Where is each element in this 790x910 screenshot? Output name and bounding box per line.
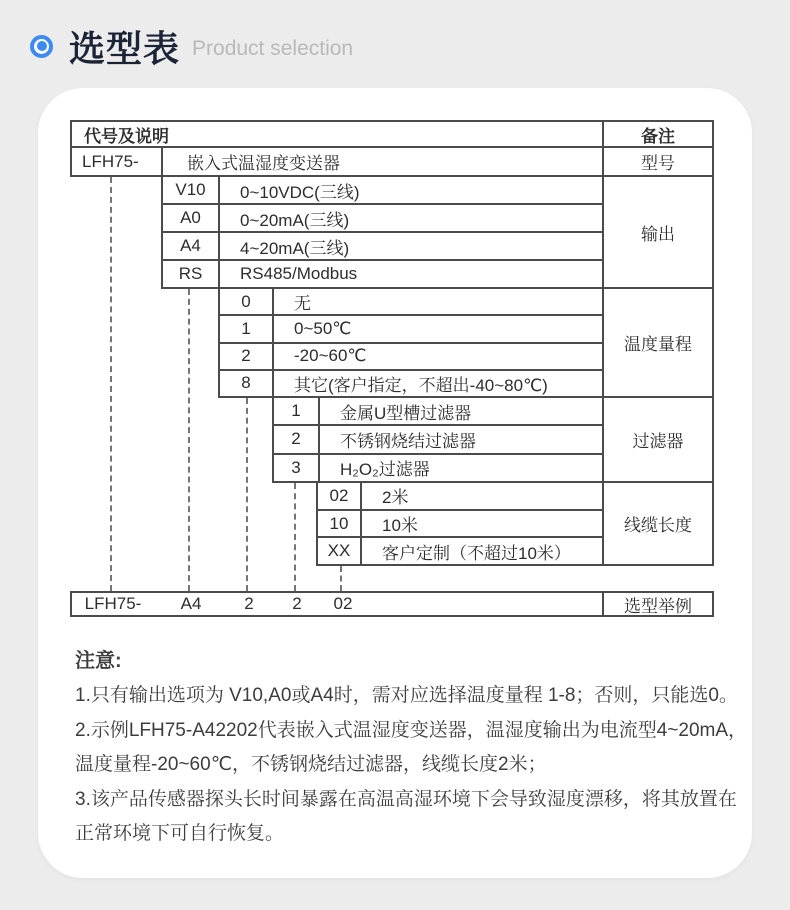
table-row — [220, 369, 602, 396]
table-row — [318, 483, 602, 509]
connector-dashed-line — [294, 483, 296, 591]
temp-code-cell: 0 — [220, 289, 274, 314]
filter-desc-cell: 不锈钢烧结过滤器 — [340, 431, 476, 451]
filter-desc-cell: H₂O₂过滤器 — [340, 460, 430, 480]
output-code-cell: A0 — [163, 205, 220, 231]
example-value: A4 — [180, 594, 202, 613]
notes-section — [75, 644, 748, 852]
connector-dashed-line — [340, 566, 342, 591]
model-code-cell: LFH75- — [70, 146, 163, 177]
table-row — [220, 342, 602, 369]
example-value: 2 — [292, 594, 302, 613]
temp-subtable — [218, 287, 604, 398]
example-remark-cell: 选型举例 — [602, 591, 714, 617]
filter-remark-cell: 过滤器 — [602, 396, 714, 483]
table-row — [163, 177, 602, 203]
filter-subtable — [272, 396, 604, 483]
table-row — [318, 509, 602, 537]
cable-subtable — [316, 481, 604, 566]
page-header — [30, 24, 353, 68]
temp-desc-cell: 无 — [294, 294, 311, 314]
table-header-remark: 备注 — [602, 120, 714, 148]
note-line: 正常环境下可自行恢复。 — [75, 823, 285, 844]
cable-desc-cell: 客户定制（不超过10米） — [382, 543, 571, 563]
cable-code-cell: 10 — [318, 511, 362, 537]
connector-dashed-line — [188, 289, 190, 591]
temp-code-cell: 2 — [220, 344, 274, 369]
connector-dashed-line — [110, 177, 112, 591]
output-code-cell: RS — [163, 261, 220, 287]
note-line: 1.只有输出选项为 V10,A0或A4时，需对应选择温度量程 1-8；否则，只能选0。 — [75, 685, 738, 706]
temp-code-cell: 1 — [220, 316, 274, 341]
filter-desc-cell: 金属U型槽过滤器 — [340, 403, 472, 423]
temp-code-cell: 8 — [220, 371, 274, 396]
output-desc-cell: 0~10VDC(三线) — [240, 182, 360, 202]
table-row — [274, 398, 602, 424]
table-header-left: 代号及说明 — [70, 120, 604, 148]
temp-desc-cell: 其它(客户指定，不超出-40~80℃) — [294, 375, 548, 395]
output-subtable — [161, 175, 604, 289]
cable-code-cell: 02 — [318, 483, 362, 509]
page-subtitle: Product selection — [192, 37, 354, 60]
table-row — [274, 453, 602, 481]
table-row — [318, 536, 602, 564]
notes-title: 注意: — [75, 650, 122, 672]
example-row — [70, 591, 604, 617]
page-title: 选型表 — [69, 27, 181, 69]
note-line: 3.该产品传感器探头长时间暴露在高温高湿环境下会导致湿度漂移，将其放置在 — [75, 788, 737, 810]
cable-remark-cell: 线缆长度 — [602, 481, 714, 566]
output-code-cell: V10 — [163, 177, 220, 203]
connector-dashed-line — [246, 398, 248, 591]
model-remark-cell: 型号 — [602, 146, 714, 177]
cable-desc-cell: 2米 — [382, 488, 409, 508]
example-value: LFH75- — [84, 594, 142, 613]
table-row — [220, 289, 602, 314]
table-row — [163, 203, 602, 231]
example-value: 2 — [244, 594, 254, 613]
note-line: 温度量程-20~60℃，不锈钢烧结过滤器，线缆长度2米； — [75, 754, 547, 775]
table-row — [274, 424, 602, 452]
output-desc-cell: 4~20mA(三线) — [240, 238, 350, 258]
cable-desc-cell: 10米 — [382, 516, 418, 535]
filter-code-cell: 1 — [274, 398, 320, 424]
note-line: 2.示例LFH75-A42202代表嵌入式温湿度变送器，温湿度输出为电流型4~20mA， — [75, 719, 748, 741]
temp-desc-cell: 0~50℃ — [294, 318, 352, 338]
temp-desc-cell: -20~60℃ — [294, 346, 367, 366]
temp-remark-cell: 温度量程 — [602, 287, 714, 398]
bullet-radio-icon — [30, 35, 53, 58]
example-value: 02 — [333, 594, 353, 613]
model-desc-cell: 嵌入式温湿度变送器 — [161, 146, 604, 177]
table-row — [220, 314, 602, 341]
bullet-dot — [37, 41, 47, 51]
filter-code-cell: 3 — [274, 455, 320, 481]
table-row — [163, 259, 602, 287]
cable-code-cell: XX — [318, 538, 362, 564]
output-desc-cell: 0~20mA(三线) — [240, 210, 350, 230]
output-desc-cell: RS485/Modbus — [240, 264, 358, 283]
output-remark-cell: 输出 — [602, 175, 714, 289]
filter-code-cell: 2 — [274, 426, 320, 452]
table-row — [163, 231, 602, 259]
output-code-cell: A4 — [163, 233, 220, 259]
